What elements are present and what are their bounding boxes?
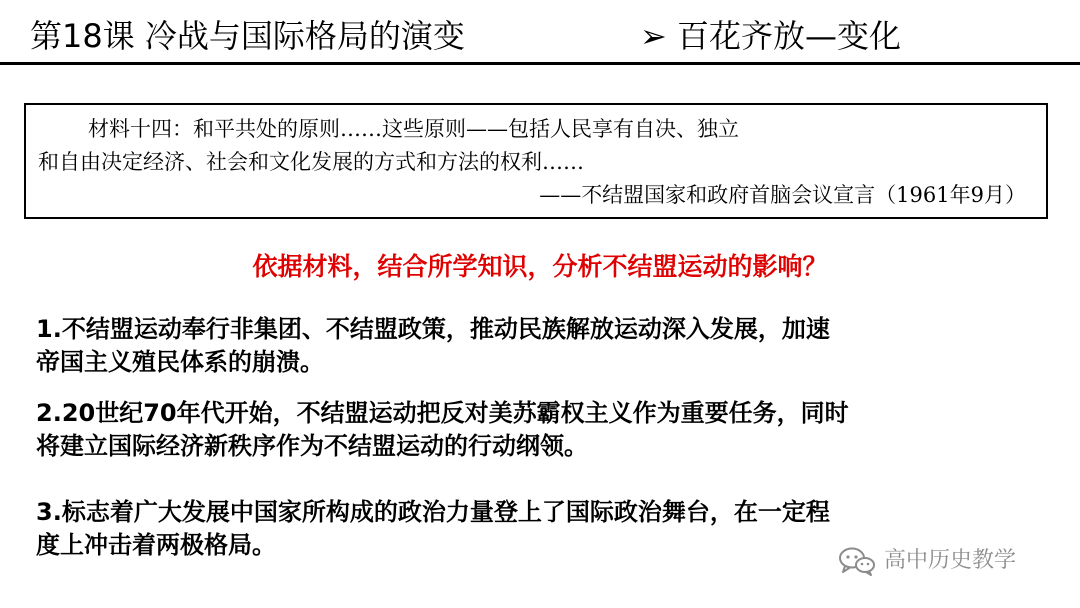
answer-3-line-1: 3.标志着广大发展中国家所构成的政治力量登上了国际政治舞台，在一定程 [36, 498, 830, 526]
answer-1-line-1: 1.不结盟运动奉行非集团、不结盟政策，推动民族解放运动深入发展，加速 [36, 315, 830, 343]
material-text-line-2: 和自由决定经济、社会和文化发展的方式和方法的权利…… [38, 150, 584, 174]
lesson-title: 第18课 冷战与国际格局的演变 [30, 17, 465, 55]
answer-2-line-1: 2.20世纪70年代开始，不结盟运动把反对美苏霸权主义作为重要任务，同时 [36, 399, 849, 427]
question-prompt: 依据材料，结合所学知识，分析不结盟运动的影响？ [252, 252, 828, 281]
answer-item-1 [36, 313, 1046, 379]
wechat-icon [838, 546, 876, 576]
material-text-line-1: 材料十四：和平共处的原则……这些原则——包括人民享有自决、独立 [88, 117, 739, 141]
header-divider [0, 62, 1080, 65]
answer-1-line-2: 帝国主义殖民体系的崩溃。 [36, 348, 324, 376]
answer-item-2 [36, 397, 1046, 463]
answer-3-line-2: 度上冲击着两极格局。 [36, 531, 276, 559]
material-source: ——不结盟国家和政府首脑会议宣言（1961年9月） [539, 183, 1026, 207]
section-topic: ➢ 百花齐放—变化 [640, 17, 901, 55]
watermark-text: 高中历史教学 [884, 548, 1017, 573]
watermark [838, 546, 1016, 576]
material-box [24, 103, 1048, 219]
answer-2-line-2: 将建立国际经济新秩序作为不结盟运动的行动纲领。 [36, 432, 588, 460]
